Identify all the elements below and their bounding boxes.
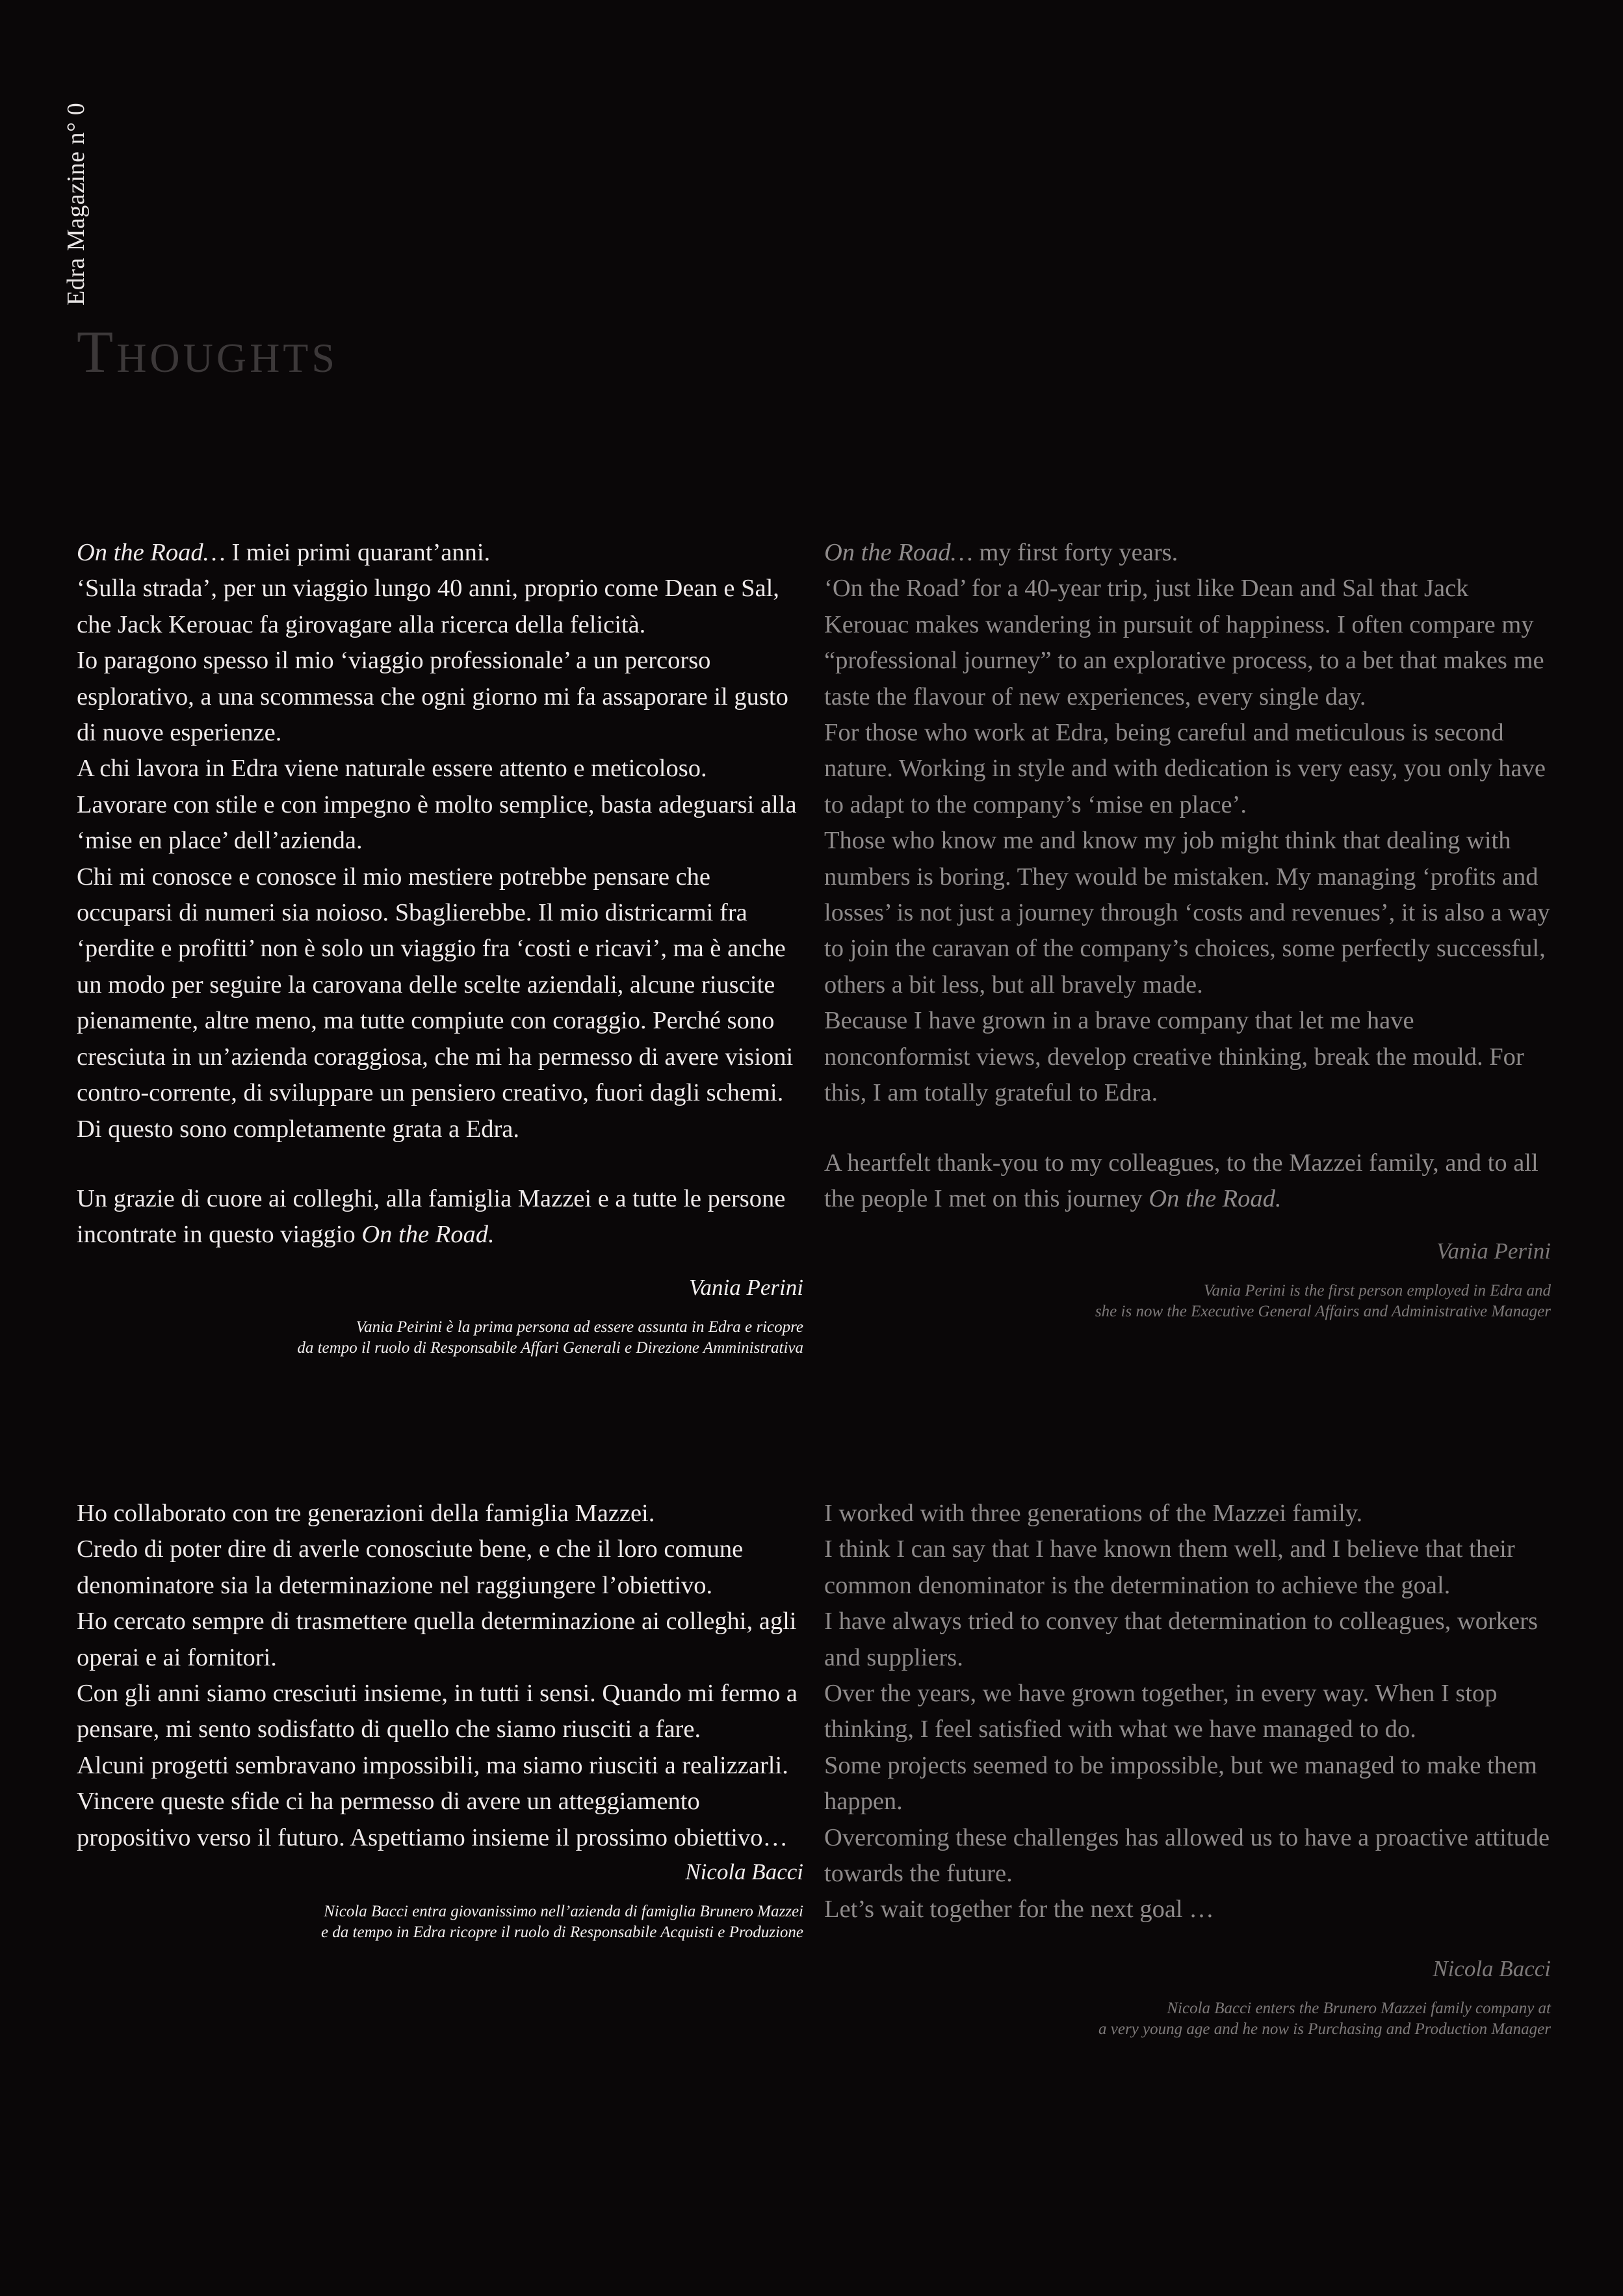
author-signature: Vania Perini <box>1436 1238 1551 1264</box>
article-body <box>824 1496 1551 1928</box>
section-title: Thoughts <box>77 319 338 385</box>
paragraph: Over the years, we have grown together, in every way. When I stop thinking, I feel satisfied with what we have managed to do. <box>824 1680 1498 1743</box>
author-signature: Nicola Bacci <box>1433 1955 1551 1981</box>
paragraph: Those who know me and know my job might think that dealing with numbers is boring. They would be mistaken. My managing ‘profits and losses’ is not just a journey through ‘costs and revenues’, it is also a way to join the caravan of the company’s choices, some perfectly successful, others a bit less, but all bravely made. <box>824 827 1550 998</box>
paragraph: ‘On the Road’ for a 40-year trip, just like Dean and Sal that Jack Kerouac makes wandering in pursuit of happiness. I often compare my “professional journey” to an explorative process, to a bet that makes me taste the flavour of new experiences, every single day. <box>824 575 1544 711</box>
paragraph: For those who work at Edra, being careful and meticulous is second nature. Working in style and with dedication is very easy, you only have to adapt to the company’s ‘mise en place’. <box>824 719 1546 818</box>
author-signature: Nicola Bacci <box>685 1859 803 1885</box>
author-note-line: e da tempo in Edra ricopre il ruolo di Responsabile Acquisti e Produzione <box>320 1924 803 1942</box>
lead-line <box>77 535 803 571</box>
paragraph: Chi mi conosce e conosce il mio mestiere potrebbe pensare che occuparsi di numeri sia noioso. Sbaglierebbe. Il mio districarmi fra ‘perdite e profitti’ non è solo un viaggio fra ‘costi e ricavi’, ma è anche un modo per seguire la carovana delle scelte aziendali, alcune riuscite pienamente, altre meno, ma tutte compiute con coraggio. Perché sono cresciuta in un’azienda coraggiosa, che mi ha permesso di avere visioni contro-corrente, di sviluppare un pensiero creativo, fuori dagli schemi. Di questo sono completamente grata a Edra. <box>77 863 794 1143</box>
article-body <box>77 535 803 1253</box>
lead-rest: I miei primi quarant’anni. <box>225 539 491 566</box>
author-note-line: da tempo il ruolo di Responsabile Affari Generali e Direzione Amministrativa <box>297 1338 803 1357</box>
closing-text: Un grazie di cuore ai colleghi, alla famiglia Mazzei e a tutte le persone incontrate in questo viaggio <box>77 1184 786 1249</box>
article-vania-perini-italian <box>77 535 803 1359</box>
closing-italic: On the Road. <box>361 1221 495 1249</box>
author-signature: Vania Perini <box>689 1274 803 1300</box>
paragraph: Overcoming these challenges has allowed us to have a proactive attitude towards the future. <box>824 1823 1550 1888</box>
author-note-line: Nicola Bacci enters the Brunero Mazzei family company at <box>1167 1999 1551 2017</box>
author-note <box>77 1901 803 1943</box>
paragraph: Because I have grown in a brave company that let me have nonconformist views, develop creative thinking, break the mould. For this, I am totally grateful to Edra. <box>824 1007 1524 1107</box>
paragraph: Io paragono spesso il mio ‘viaggio professionale’ a un percorso esplorativo, a una scommessa che ogni giorno mi fa assaporare il gusto di nuove esperienze. <box>77 647 788 747</box>
paragraph: Credo di poter dire di averle conosciute bene, e che il loro comune denominatore sia la determinazione nel raggiungere l’obiettivo. <box>77 1535 744 1599</box>
paragraph: Con gli anni siamo cresciuti insieme, in tutti i sensi. Quando mi fermo a pensare, mi sento sodisfatto di quello che siamo riusciti a fare. <box>77 1680 798 1743</box>
author-note-line: she is now the Executive General Affairs and Administrative Manager <box>1095 1303 1551 1321</box>
paragraph: Let’s wait together for the next goal … <box>824 1896 1214 1924</box>
author-note-line: Vania Peirini è la prima persona ad essere assunta in Edra e ricopre <box>356 1318 803 1336</box>
article-nicola-bacci-english <box>824 1496 1551 2040</box>
paragraph-gap <box>77 1147 803 1181</box>
paragraph: ‘Sulla strada’, per un viaggio lungo 40 anni, proprio come Dean e Sal, che Jack Kerouac fa girovagare alla ricerca della felicità. <box>77 575 779 638</box>
paragraph: Alcuni progetti sembravano impossibili, ma siamo riusciti a realizzarli. <box>77 1751 788 1779</box>
lead-line <box>824 535 1551 571</box>
closing-line <box>77 1181 803 1253</box>
article-nicola-bacci-italian <box>77 1496 803 1943</box>
paragraph: I have always tried to convey that determination to colleagues, workers and suppliers. <box>824 1608 1538 1671</box>
author-note <box>824 1281 1551 1322</box>
article-body <box>824 535 1551 1217</box>
author-note-line: a very young age and he now is Purchasing and Production Manager <box>1098 2020 1551 2038</box>
lead-italic: On the Road… <box>77 539 226 566</box>
lead-rest: my first forty years. <box>972 539 1178 566</box>
paragraph: Ho collaborato con tre generazioni della famiglia Mazzei. <box>77 1500 655 1527</box>
paragraph: Ho cercato sempre di trasmettere quella determinazione ai colleghi, agli operai e ai fornitori. <box>77 1608 797 1671</box>
author-note <box>824 1998 1551 2040</box>
article-body <box>77 1496 803 1856</box>
article-vania-perini-english <box>824 535 1551 1322</box>
paragraph: I think I can say that I have known them well, and I believe that their common denominator is the determination to achieve the goal. <box>824 1535 1515 1599</box>
magazine-label: Edra Magazine n° 0 <box>62 102 90 306</box>
closing-line <box>824 1145 1551 1218</box>
closing-text: A heartfelt thank-you to my colleagues, to the Mazzei family, and to all the people I met on this journey <box>824 1149 1539 1212</box>
lead-italic: On the Road… <box>824 539 973 566</box>
paragraph-gap <box>824 1112 1551 1145</box>
paragraph: I worked with three generations of the Mazzei family. <box>824 1500 1363 1527</box>
author-note-line: Nicola Bacci entra giovanissimo nell’azienda di famiglia Brunero Mazzei <box>324 1903 803 1921</box>
author-note-line: Vania Perini is the first person employed in Edra and <box>1204 1282 1551 1300</box>
paragraph: Some projects seemed to be impossible, but we managed to make them happen. <box>824 1751 1537 1816</box>
paragraph: Vincere queste sfide ci ha permesso di avere un atteggiamento propositivo verso il futuro. Aspettiamo insieme il prossimo obiettivo… <box>77 1788 788 1851</box>
closing-italic: On the Road. <box>1149 1184 1282 1212</box>
paragraph: A chi lavora in Edra viene naturale essere attento e meticoloso. Lavorare con stile e con impegno è molto semplice, basta adeguarsi alla ‘mise en place’ dell’azienda. <box>77 755 797 855</box>
author-note <box>77 1317 803 1359</box>
